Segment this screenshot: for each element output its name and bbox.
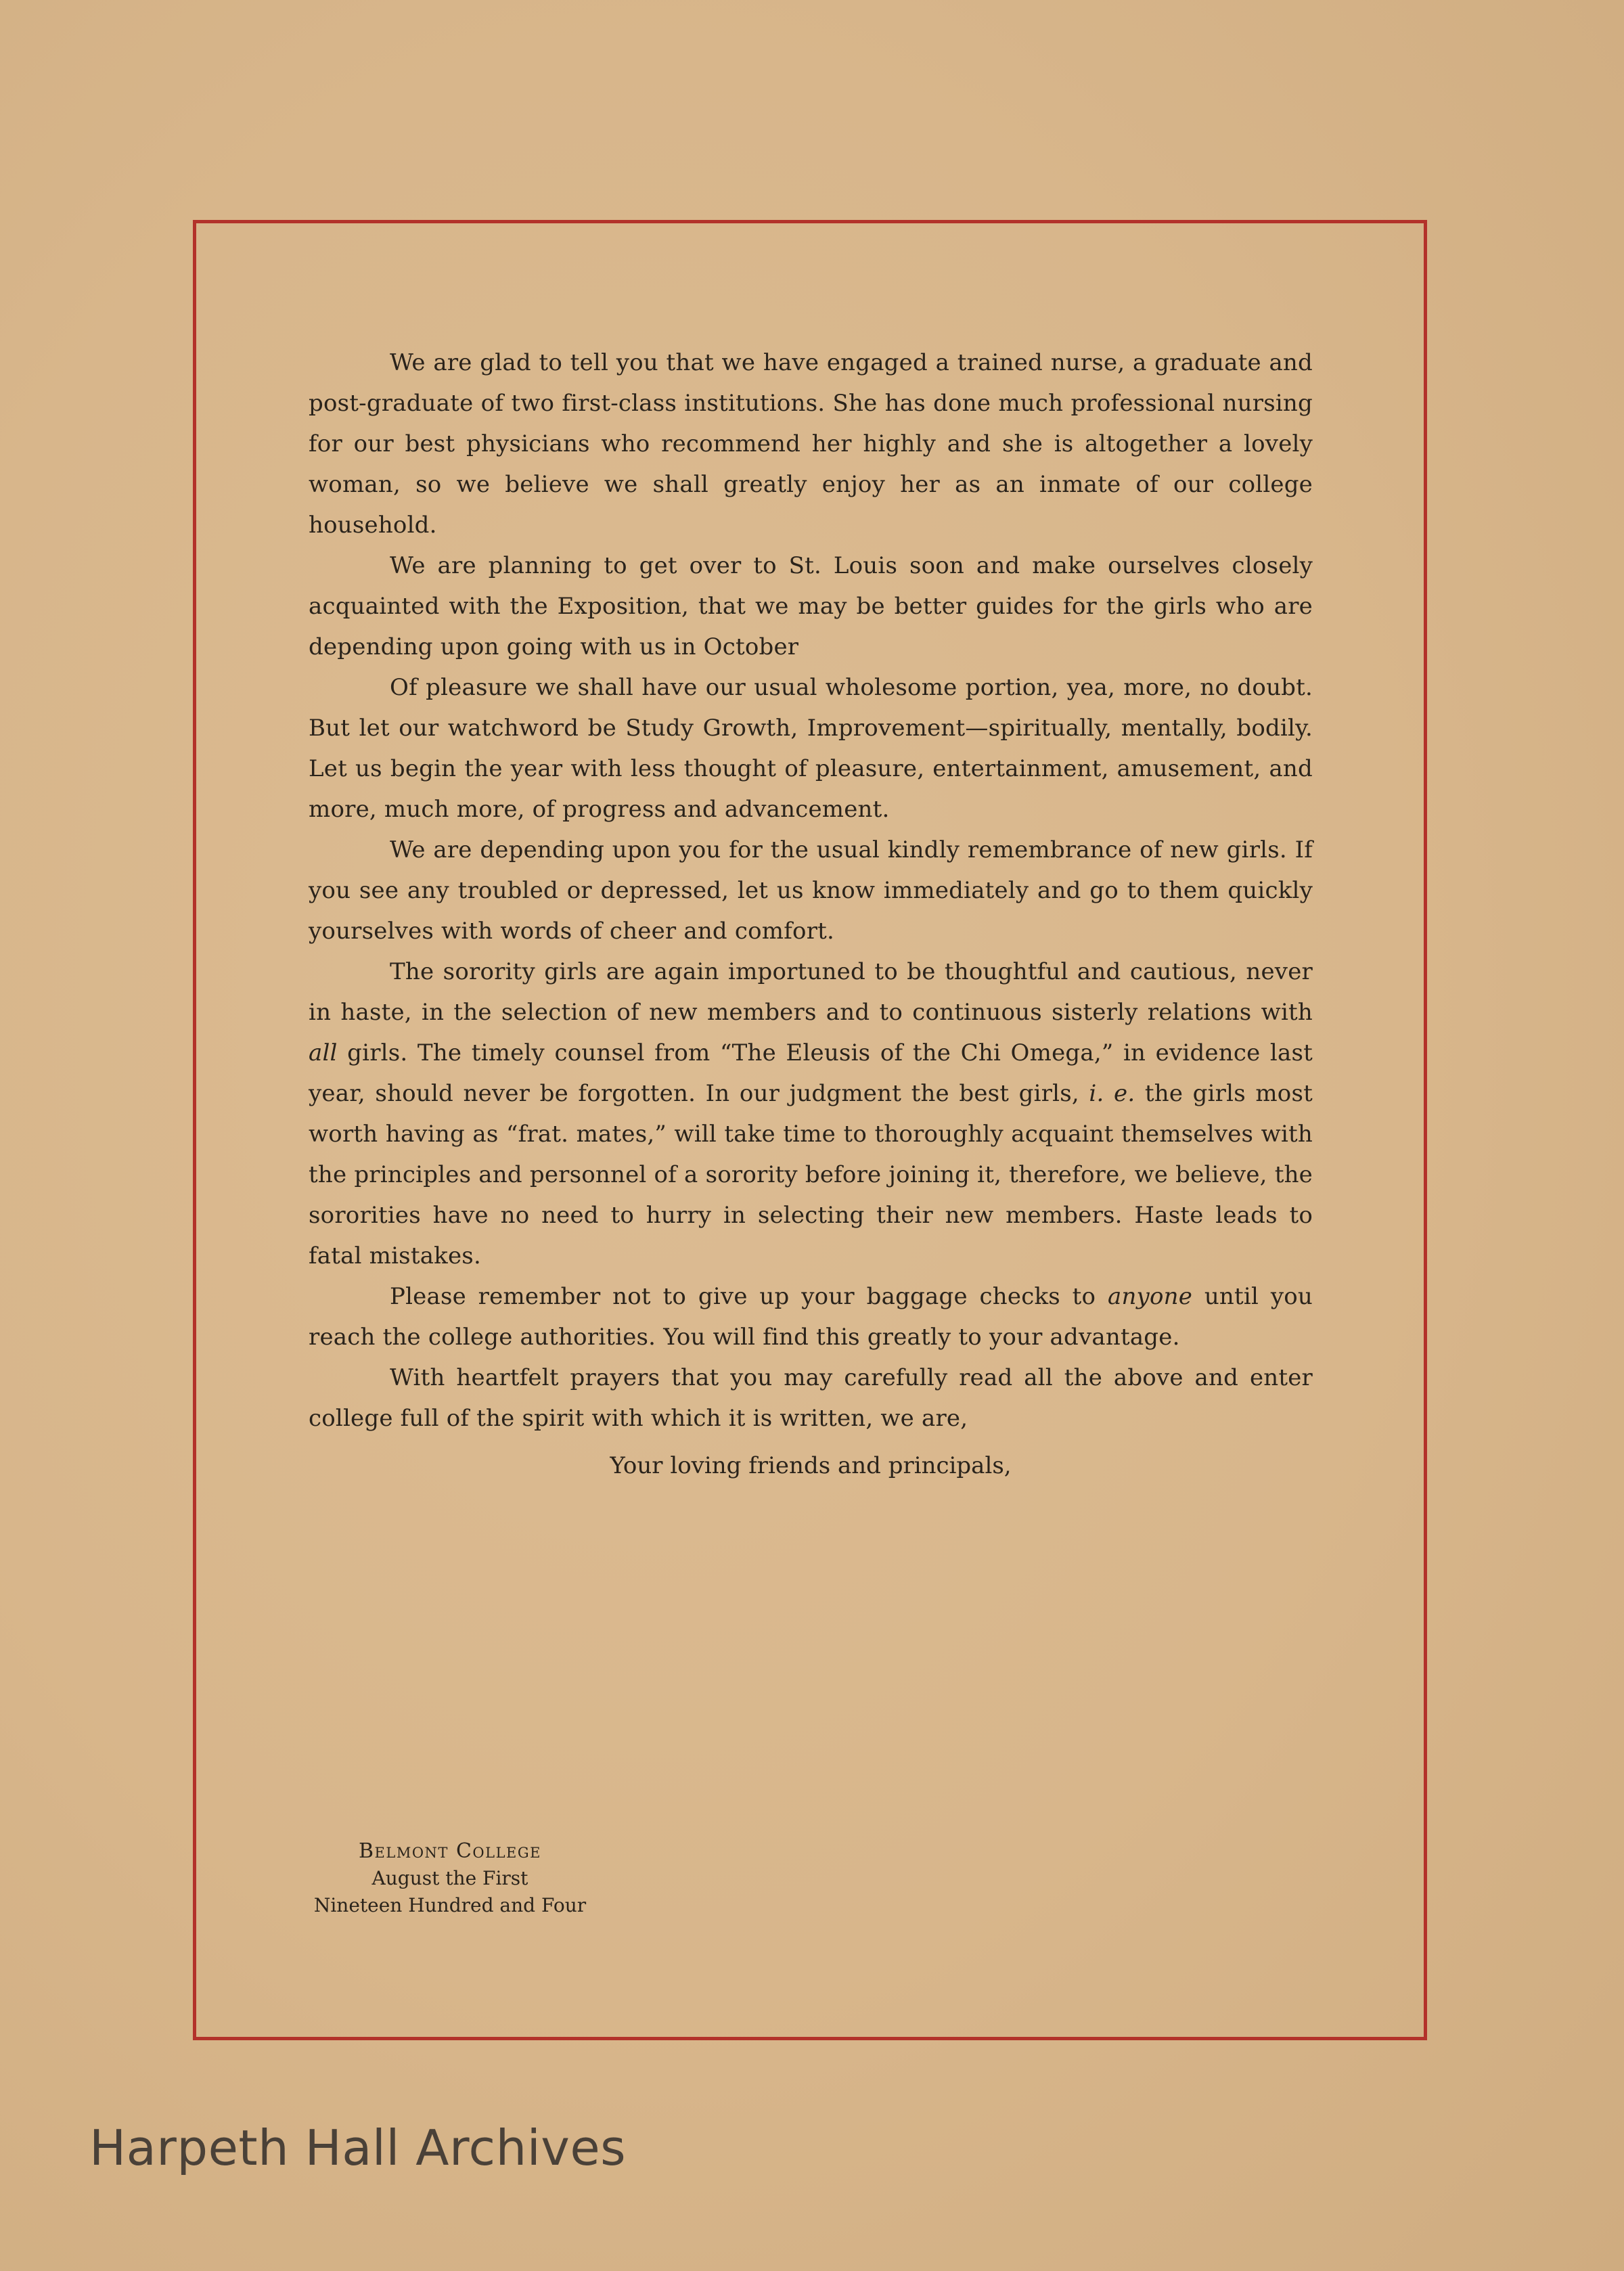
baggage-emphasis-anyone: anyone [1107, 1283, 1193, 1310]
paragraph-sorority [309, 951, 1313, 1276]
baggage-text-2: until you reach the college authorities. You will find this greatly to your advantage. [309, 1283, 1313, 1351]
paragraph-pleasure: Of pleasure we shall have our usual wholesome portion, yea, more, no doubt. But let our watchword be Study Growth, Improvement—spiritually, mentally, bodily. Let us begin the year with less thought of pleasure, entertainment, amusement, and more, much more, of progress and advancement. [309, 674, 1313, 823]
sorority-emphasis-all: all [309, 1039, 338, 1066]
paragraph-st-louis: We are planning to get over to St. Louis soon and make ourselves closely acquainted with the Exposition, that we may be better guides for the girls who are depending upon going with us in October [309, 552, 1313, 660]
sorority-text-3: the girls most worth having as “frat. mates,” will take time to thoroughly acquaint themselves with the principles and personnel of a sorority before joining it, therefore, we believe, the sororities have no need to hurry in selecting their new members. Haste leads to fatal mistakes. [309, 1080, 1313, 1269]
paragraph-prayer: With heartfelt prayers that you may carefully read all the above and enter college full of the spirit with which it is written, we are, [309, 1364, 1313, 1432]
baggage-text-1: Please remember not to give up your baggage checks to [390, 1283, 1108, 1310]
sorority-emphasis-ie: i. e. [1089, 1080, 1135, 1107]
archive-watermark: Harpeth Hall Archives [89, 2119, 627, 2176]
closing-line: Your loving friends and principals, [610, 1452, 1012, 1479]
signature-date-line-1: August the First [371, 1867, 528, 1889]
letter-body [309, 342, 1313, 1439]
signature-date-line-2: Nineteen Hundred and Four [313, 1894, 587, 1916]
paragraph-nurse: We are glad to tell you that we have engaged a trained nurse, a graduate and post-graduate of two first-class institutions. She has done much professional nursing for our best physicians who recommend her highly and she is altogether a lovely woman, so we believe we shall greatly enjoy her as an inmate of our college household. [309, 349, 1313, 539]
paragraph-baggage [309, 1276, 1313, 1357]
sorority-text-1: The sorority girls are again importuned to be thoughtful and cautious, never in haste, in the selection of new members and to continuous sisterly relations with [309, 958, 1313, 1026]
signature-block [298, 1838, 602, 1919]
paragraph-new-girls: We are depending upon you for the usual kindly remembrance of new girls. If you see any troubled or depressed, let us know immediately and go to them quickly yourselves with words of cheer and comfort. [309, 836, 1313, 945]
signature-name: Belmont College [359, 1839, 541, 1863]
sorority-text-2: girls. The timely counsel from “The Eleusis of the Chi Omega,” in evidence last year, should never be forgotten. In our judgment the best girls, [309, 1039, 1313, 1107]
